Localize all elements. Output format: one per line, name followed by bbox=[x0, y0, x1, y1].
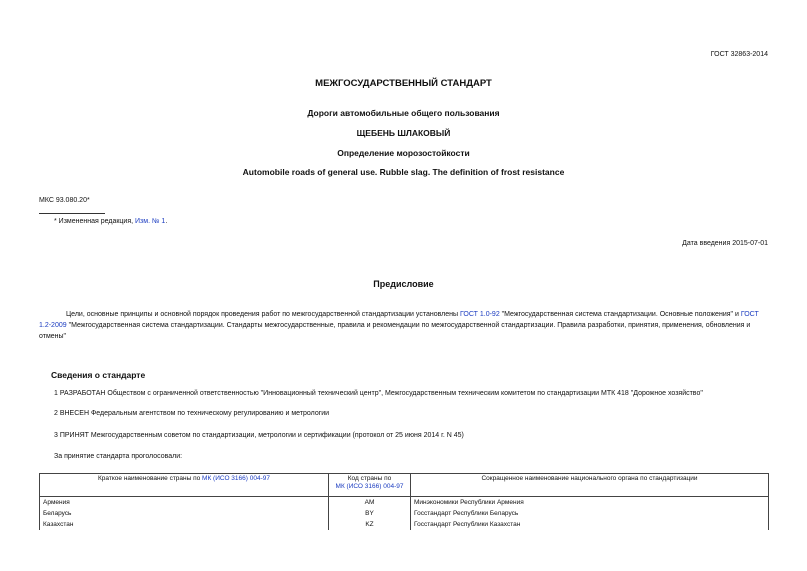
header-country-name bbox=[40, 474, 329, 497]
header-code-label: Код страны по bbox=[347, 475, 392, 482]
footnote-prefix: * Измененная редакция, bbox=[54, 218, 136, 225]
table-row bbox=[40, 497, 769, 509]
national-body: Госстандарт Республики Беларусь bbox=[411, 508, 769, 519]
preface-heading: Предисловие bbox=[373, 279, 434, 289]
country-name: Беларусь bbox=[40, 508, 329, 519]
header-country-code bbox=[329, 474, 411, 497]
country-code: KZ bbox=[329, 519, 411, 530]
table-header-row bbox=[40, 474, 769, 497]
national-body: Минэкономики Республики Армения bbox=[411, 497, 769, 509]
standard-type-title: МЕЖГОСУДАРСТВЕННЫЙ СТАНДАРТ bbox=[315, 78, 492, 89]
document-code: ГОСТ 32863-2014 bbox=[710, 51, 768, 58]
table-row bbox=[40, 508, 769, 519]
national-body: Госстандарт Республики Казахстан bbox=[411, 519, 769, 530]
info-item-adopted: 3 ПРИНЯТ Межгосударственным советом по стандартизации, метрологии и сертификации (протокол от 25 июня 2014 г. N 45) bbox=[54, 432, 464, 439]
voting-countries-table bbox=[39, 473, 769, 530]
country-name: Казахстан bbox=[40, 519, 329, 530]
footnote-divider bbox=[39, 213, 105, 214]
header-country-prefix: Краткое наименование страны по bbox=[98, 475, 203, 482]
preface-paragraph bbox=[39, 309, 770, 342]
gost-1-0-link[interactable]: ГОСТ 1.0-92 bbox=[459, 311, 500, 318]
preface-text-1: Цели, основные принципы и основной порядок проведения работ по межгосударственной стандартизации установлены bbox=[66, 311, 460, 318]
mks-code: МКС 93.080.20* bbox=[39, 197, 90, 204]
info-item-developed: 1 РАЗРАБОТАН Обществом с ограниченной ответственностью "Инновационный технический центр", Межгосударственным техническим комитетом по стандартизации МТК 418 "Дорожное хозяйство" bbox=[54, 390, 703, 397]
footnote-suffix: . bbox=[165, 218, 168, 225]
standard-info-heading: Сведения о стандарте bbox=[51, 370, 146, 380]
country-code: BY bbox=[329, 508, 411, 519]
mk-iso-link[interactable]: МК (ИСО 3166) 004-97 bbox=[202, 475, 270, 482]
mk-iso-link-2[interactable]: МК (ИСО 3166) 004-97 bbox=[335, 483, 404, 490]
preface-text-2: "Межгосударственная система стандартизации. Основные положения" и bbox=[499, 311, 741, 318]
table-row bbox=[40, 519, 769, 530]
footnote bbox=[54, 218, 167, 225]
country-name: Армения bbox=[40, 497, 329, 509]
header-national-body: Сокращенное наименование национального органа по стандартизации bbox=[411, 474, 769, 497]
introduction-date: Дата введения 2015-07-01 bbox=[682, 240, 768, 247]
document-title: ЩЕБЕНЬ ШЛАКОВЫЙ bbox=[356, 128, 451, 138]
info-item-voted: За принятие стандарта проголосовали: bbox=[54, 453, 183, 460]
preface-text-3: "Межгосударственная система стандартизации. Стандарты межгосударственные, правила и рекомендации по межгосударственной стандартизации. Правила разработки, принятия, применения, обновления и отмены" bbox=[39, 322, 751, 340]
document-subject: Определение морозостойкости bbox=[337, 148, 470, 158]
document-subtitle: Дороги автомобильные общего пользования bbox=[307, 108, 500, 118]
country-code: AM bbox=[329, 497, 411, 509]
info-item-submitted: 2 ВНЕСЕН Федеральным агентством по техническому регулированию и метрологии bbox=[54, 410, 330, 417]
gost-1-2-link[interactable]: ГОСТ 1.2-2009 bbox=[39, 311, 759, 329]
amendment-link[interactable]: Изм. № 1 bbox=[135, 218, 166, 225]
english-title: Automobile roads of general use. Rubble slag. The definition of frost resistance bbox=[242, 167, 565, 177]
